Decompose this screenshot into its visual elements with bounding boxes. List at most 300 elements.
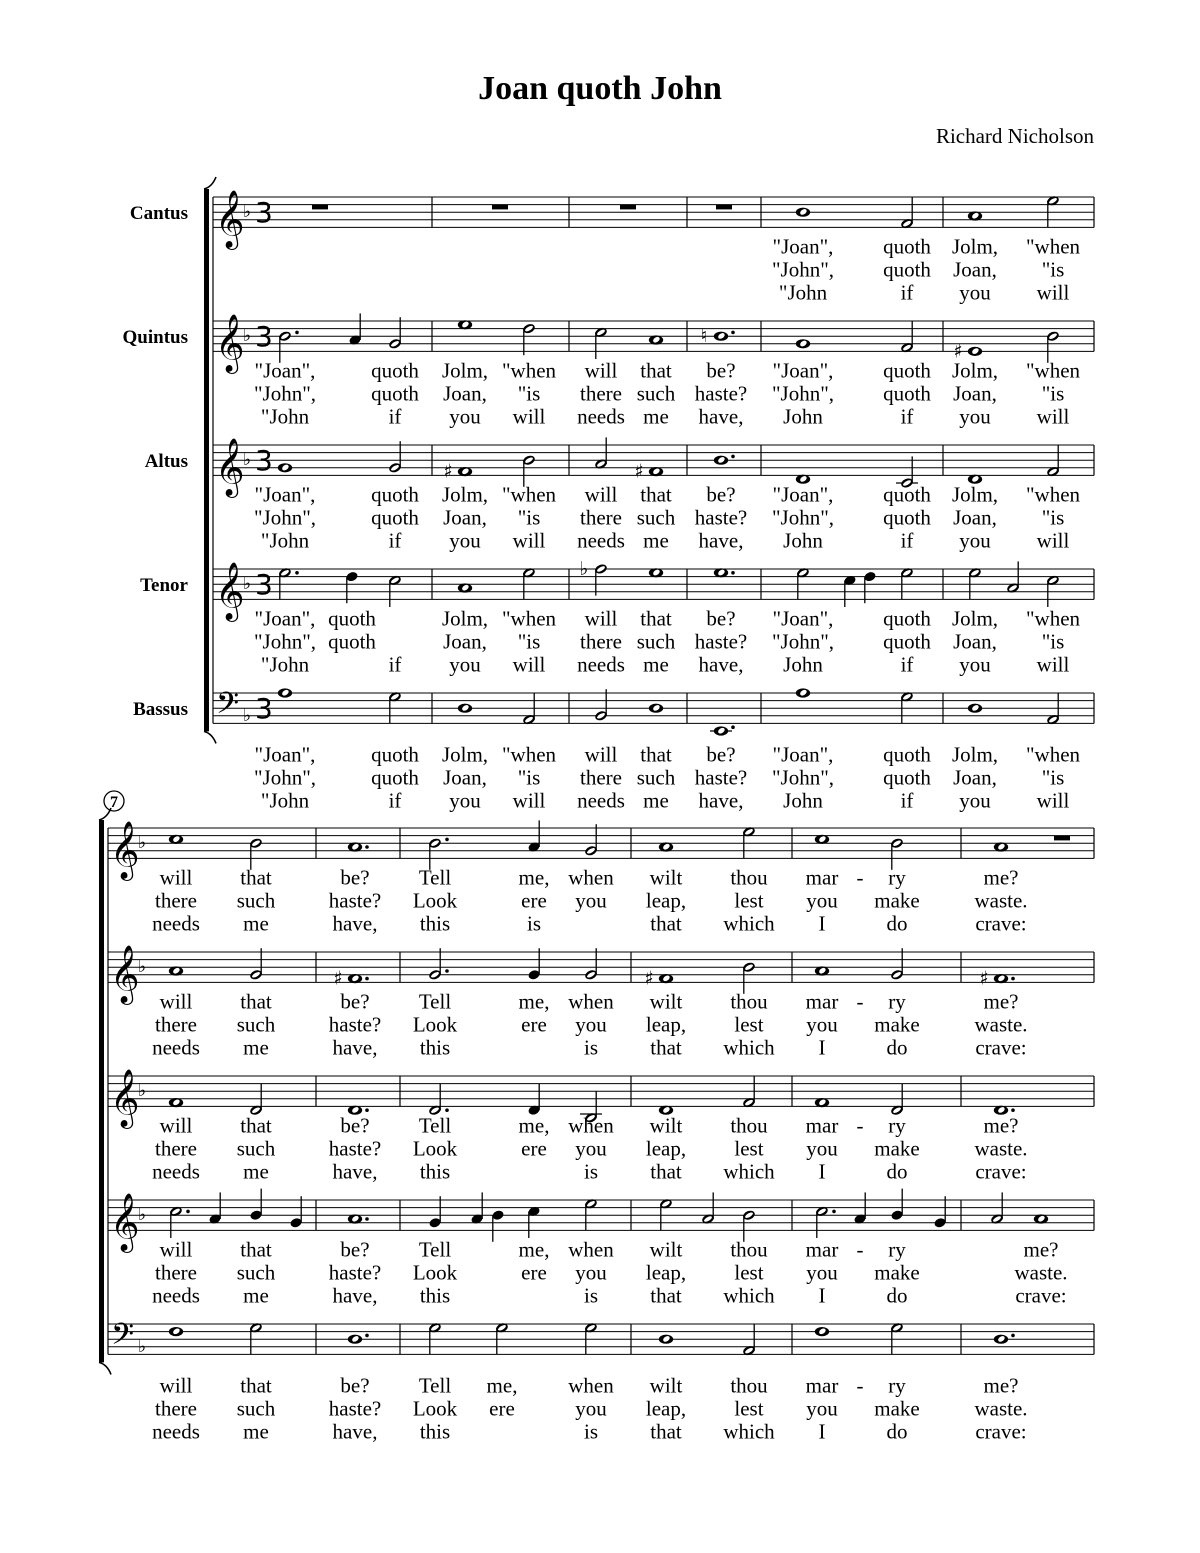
lyric-syllable: - [856,1113,864,1138]
lyric-syllable: leap, [645,1260,687,1285]
lyric-syllable: Jolm, [951,358,999,383]
lyric-syllable: ry [888,989,906,1014]
lyric-syllable: you [806,1012,838,1037]
staff-tenor [140,558,1094,676]
lyric-syllable: is [583,1419,599,1444]
lyric-syllable: is [526,911,542,936]
lyric-syllable: me [243,1035,269,1060]
lyric-syllable: me, [518,1113,550,1138]
lyric-syllable: Joan, [443,505,487,530]
lyric-syllable: "John [260,788,310,813]
lyric-syllable: Joan, [443,765,487,790]
lyric-syllable: you [575,1136,607,1161]
lyric-syllable: quoth [883,742,931,767]
lyric-syllable: me [643,404,669,429]
lyric-syllable: needs [577,404,625,429]
lyric-syllable: I [818,1159,826,1184]
sharp-icon: ♯ [644,967,654,990]
lyric-syllable: haste? [328,888,382,913]
key-signature-flat-icon: ♭ [243,326,252,347]
lyric-syllable: ere [521,1136,547,1161]
lyric-syllable: there [155,1012,197,1037]
lyric-syllable: quoth [371,381,419,406]
lyric-syllable: that [240,1113,272,1138]
natural-icon: ♮ [700,325,708,348]
lyric-syllable: that [640,482,672,507]
lyric-syllable: there [580,381,622,406]
lyric-syllable: lest [734,888,764,913]
lyric-syllable: me? [1023,1237,1059,1262]
lyric-syllable: Tell [418,865,452,890]
lyric-syllable: - [856,989,864,1014]
lyric-syllable: make [874,1260,920,1285]
lyric-syllable: ere [489,1396,515,1421]
lyric-syllable: John [783,404,823,429]
lyric-syllable: will [159,1373,193,1398]
lyric-syllable: you [449,404,481,429]
lyric-syllable: Look [412,888,458,913]
lyric-syllable: such [236,1136,276,1161]
lyric-syllable: crave: [975,1035,1027,1060]
lyric-syllable: ry [888,1113,906,1138]
lyric-syllable: haste? [694,765,748,790]
lyric-syllable: lest [734,1012,764,1037]
lyric-syllable: you [806,1396,838,1421]
lyric-syllable: this [419,1419,451,1444]
lyric-syllable: there [155,1396,197,1421]
lyric-syllable: waste. [974,1136,1028,1161]
lyric-syllable: I [818,1283,826,1308]
lyric-syllable: have, [332,911,378,936]
lyric-syllable: be? [706,606,736,631]
key-signature-flat-icon: ♭ [138,1081,147,1102]
lyric-syllable: that [640,606,672,631]
lyric-syllable: Look [412,1012,458,1037]
lyric-syllable: Jolm, [951,234,999,259]
lyric-syllable: quoth [328,606,376,631]
lyric-syllable: wilt [649,1113,683,1138]
lyric-syllable: quoth [328,629,376,654]
page-title: Joan quoth John [478,70,722,107]
time-signature: 3 [255,195,273,229]
lyric-syllable: which [723,1419,775,1444]
whole-rest-icon [492,205,508,210]
lyric-syllable: will [512,404,546,429]
lyric-syllable: "John [260,528,310,553]
treble-clef-icon: 𝄞 [215,189,245,248]
lyric-syllable: make [874,1136,920,1161]
augmentation-dot [832,1210,836,1214]
lyric-syllable: you [959,528,991,553]
lyric-syllable: needs [152,911,200,936]
lyric-syllable: is [583,1283,599,1308]
lyric-syllable: haste? [328,1136,382,1161]
lyric-syllable: do [886,1283,908,1308]
lyric-syllable: when [568,1113,614,1138]
treble-clef-icon: 𝄞 [110,1192,140,1251]
lyric-syllable: - [856,865,864,890]
lyric-syllable: that [650,911,682,936]
lyric-syllable: Jolm, [951,742,999,767]
lyric-syllable: Tell [418,1113,452,1138]
lyric-syllable: if [388,788,402,813]
lyric-syllable: you [959,404,991,429]
lyric-syllable: quoth [371,765,419,790]
lyric-syllable: leap, [645,1136,687,1161]
augmentation-dot [295,571,299,575]
lyric-syllable: wilt [649,1373,683,1398]
lyric-syllable: "Joan", [254,358,316,383]
bass-clef-icon: 𝄢 [111,1317,135,1359]
lyric-syllable: "John [778,280,828,305]
lyric-syllable: mar [805,1113,839,1138]
lyric-syllable: have, [698,404,744,429]
treble-clef-icon: 𝄞 [215,313,245,372]
lyric-syllable: me [643,788,669,813]
whole-rest-icon [716,205,732,210]
lyric-syllable: if [900,280,914,305]
staff-cantus [130,189,1094,304]
lyric-syllable: - [856,1373,864,1398]
lyric-syllable: this [419,1035,451,1060]
lyric-syllable: you [449,652,481,677]
lyric-syllable: needs [152,1283,200,1308]
lyric-syllable: thou [730,989,768,1014]
lyric-syllable: thou [730,1237,768,1262]
lyric-syllable: me, [486,1373,518,1398]
lyric-syllable: do [886,911,908,936]
lyric-syllable: "Joan", [772,482,834,507]
lyric-syllable: - [856,1237,864,1262]
lyric-syllable: ere [521,888,547,913]
lyric-syllable: "John", [771,505,835,530]
lyric-syllable: Jolm, [441,358,489,383]
lyric-syllable: "John [260,404,310,429]
lyric-syllable: Look [412,1396,458,1421]
lyric-syllable: "is [517,765,541,790]
sharp-icon: ♯ [979,967,989,990]
bracket-hook-bottom [99,1362,111,1374]
lyric-syllable: "when [1025,358,1081,383]
augmentation-dot [365,1217,369,1221]
treble-clef-icon: 𝄞 [215,437,245,496]
lyric-syllable: John [783,652,823,677]
key-signature-flat-icon: ♭ [138,1336,147,1357]
lyric-syllable: be? [340,1237,370,1262]
system-bracket [204,189,209,731]
lyric-syllable: will [512,528,546,553]
lyric-syllable: "Joan", [772,742,834,767]
lyric-syllable: needs [152,1035,200,1060]
lyric-syllable: have, [698,652,744,677]
sharp-icon: ♯ [333,967,343,990]
time-signature: 3 [255,567,273,601]
lyric-syllable: will [1036,652,1070,677]
lyric-syllable: make [874,888,920,913]
augmentation-dot [1011,1334,1015,1338]
staff-voice-1 [108,820,1094,935]
lyric-syllable: "when [1025,234,1081,259]
staff-voice-5 [108,1318,1094,1444]
lyric-syllable: such [636,629,676,654]
lyric-syllable: Tell [418,989,452,1014]
lyric-syllable: John [783,528,823,553]
lyric-syllable: me, [518,1237,550,1262]
lyric-syllable: have, [332,1419,378,1444]
lyric-syllable: which [723,911,775,936]
lyric-syllable: needs [152,1159,200,1184]
lyric-syllable: such [636,381,676,406]
lyric-syllable: waste. [1014,1260,1068,1285]
lyric-syllable: such [636,505,676,530]
augmentation-dot [365,845,369,849]
lyric-syllable: Tell [418,1237,452,1262]
lyric-syllable: you [575,888,607,913]
lyric-syllable: lest [734,1136,764,1161]
lyric-syllable: that [240,1237,272,1262]
lyric-syllable: crave: [975,1159,1027,1184]
lyric-syllable: "is [517,505,541,530]
lyric-syllable: ry [888,1373,906,1398]
lyric-syllable: there [580,629,622,654]
lyric-syllable: there [155,1136,197,1161]
augmentation-dot [365,1334,369,1338]
lyric-syllable: mar [805,865,839,890]
lyric-syllable: crave: [975,911,1027,936]
augmentation-dot [731,331,735,335]
lyric-syllable: there [580,765,622,790]
lyric-syllable: I [818,911,826,936]
lyric-syllable: thou [730,1113,768,1138]
lyric-syllable: be? [706,742,736,767]
lyric-syllable: needs [152,1419,200,1444]
lyric-syllable: do [886,1035,908,1060]
lyric-syllable: needs [577,652,625,677]
lyric-syllable: "John", [253,629,317,654]
lyric-syllable: such [236,1260,276,1285]
lyric-syllable: quoth [883,257,931,282]
lyric-syllable: will [512,788,546,813]
lyric-syllable: haste? [694,505,748,530]
lyric-syllable: be? [340,865,370,890]
lyric-syllable: will [584,606,618,631]
lyric-syllable: Jolm, [951,482,999,507]
augmentation-dot [365,977,369,981]
lyric-syllable: there [580,505,622,530]
lyric-syllable: that [240,1373,272,1398]
lyric-syllable: if [388,652,402,677]
lyric-syllable: Look [412,1260,458,1285]
lyric-syllable: such [636,765,676,790]
lyric-syllable: that [650,1419,682,1444]
lyric-syllable: Joan, [443,381,487,406]
lyric-syllable: that [240,865,272,890]
lyric-syllable: "Joan", [254,742,316,767]
lyric-syllable: Jolm, [441,742,489,767]
lyric-syllable: wilt [649,989,683,1014]
lyric-syllable: if [900,652,914,677]
lyric-syllable: mar [805,989,839,1014]
lyric-syllable: if [900,528,914,553]
lyric-syllable: me [243,911,269,936]
lyric-syllable: haste? [328,1260,382,1285]
lyric-syllable: Tell [418,1373,452,1398]
time-signature: 3 [255,691,273,725]
lyric-syllable: when [568,1237,614,1262]
lyric-syllable: be? [340,1373,370,1398]
lyric-syllable: Joan, [953,765,997,790]
lyric-syllable: that [640,742,672,767]
lyric-syllable: "when [1025,482,1081,507]
lyric-syllable: Jolm, [441,606,489,631]
augmentation-dot [186,1210,190,1214]
lyric-syllable: do [886,1419,908,1444]
lyric-syllable: quoth [883,482,931,507]
lyric-syllable: "Joan", [772,234,834,259]
lyric-syllable: have, [332,1283,378,1308]
lyric-syllable: leap, [645,1396,687,1421]
lyric-syllable: that [240,989,272,1014]
lyric-syllable: will [584,482,618,507]
time-signature: 3 [255,443,273,477]
lyric-syllable: such [236,1012,276,1037]
augmentation-dot [445,838,449,842]
time-signature: 3 [255,319,273,353]
lyric-syllable: "John", [771,257,835,282]
lyric-syllable: "is [517,381,541,406]
lyric-syllable: quoth [883,505,931,530]
lyric-syllable: "John [260,652,310,677]
lyric-syllable: haste? [694,381,748,406]
lyric-syllable: will [159,1113,193,1138]
key-signature-flat-icon: ♭ [243,574,252,595]
system-bracket [99,820,104,1362]
lyric-syllable: "Joan", [254,606,316,631]
key-signature-flat-icon: ♭ [243,705,252,726]
lyric-syllable: Jolm, [441,482,489,507]
lyric-syllable: Joan, [443,629,487,654]
part-name-quintus: Quintus [122,327,188,349]
lyric-syllable: "when [1025,606,1081,631]
staff-altus [145,437,1094,552]
lyric-syllable: "when [501,606,557,631]
lyric-syllable: lest [734,1396,764,1421]
lyric-syllable: needs [577,528,625,553]
augmentation-dot [731,725,735,729]
key-signature-flat-icon: ♭ [138,833,147,854]
lyric-syllable: you [449,788,481,813]
augmentation-dot [731,571,735,575]
bracket-hook-bottom [204,731,216,743]
lyric-syllable: "when [1025,742,1081,767]
lyric-syllable: "when [501,358,557,383]
lyric-syllable: have, [332,1159,378,1184]
lyric-syllable: this [419,1283,451,1308]
lyric-syllable: you [959,788,991,813]
lyric-syllable: will [159,989,193,1014]
lyric-syllable: "is [1041,765,1065,790]
lyric-syllable: will [1036,404,1070,429]
lyric-syllable: if [900,788,914,813]
key-signature-flat-icon: ♭ [138,1205,147,1226]
lyric-syllable: mar [805,1237,839,1262]
lyric-syllable: me [643,652,669,677]
lyric-syllable: quoth [371,742,419,767]
sharp-icon: ♯ [953,340,963,363]
lyric-syllable: "Joan", [772,606,834,631]
bracket-hook-top [204,177,216,189]
lyric-syllable: "is [517,629,541,654]
lyric-syllable: me [243,1159,269,1184]
lyric-syllable: me? [983,1373,1019,1398]
lyric-syllable: that [650,1159,682,1184]
lyric-syllable: "when [501,742,557,767]
lyric-syllable: "John", [253,381,317,406]
lyric-syllable: will [1036,528,1070,553]
lyric-syllable: Joan, [953,381,997,406]
lyric-syllable: haste? [328,1012,382,1037]
lyric-syllable: leap, [645,888,687,913]
part-name-bassus: Bassus [133,699,188,721]
lyric-syllable: you [575,1260,607,1285]
lyric-syllable: be? [706,482,736,507]
lyric-syllable: crave: [1015,1283,1067,1308]
lyric-syllable: "John", [771,629,835,654]
lyric-syllable: quoth [371,505,419,530]
lyric-syllable: quoth [371,482,419,507]
augmentation-dot [295,331,299,335]
lyric-syllable: if [388,528,402,553]
lyric-syllable: Joan, [953,505,997,530]
lyric-syllable: thou [730,1373,768,1398]
lyric-syllable: waste. [974,888,1028,913]
lyric-syllable: ry [888,865,906,890]
lyric-syllable: lest [734,1260,764,1285]
lyric-syllable: thou [730,865,768,890]
lyric-syllable: you [575,1012,607,1037]
lyric-syllable: quoth [883,606,931,631]
lyric-syllable: when [568,989,614,1014]
lyric-syllable: Jolm, [951,606,999,631]
augmentation-dot [731,455,735,459]
lyric-syllable: which [723,1283,775,1308]
lyric-syllable: ry [888,1237,906,1262]
lyric-syllable: quoth [883,765,931,790]
lyric-syllable: if [900,404,914,429]
lyric-syllable: is [583,1159,599,1184]
lyric-syllable: Joan, [953,629,997,654]
lyric-syllable: haste? [328,1396,382,1421]
composer-name: Richard Nicholson [935,124,1094,148]
lyric-syllable: quoth [883,358,931,383]
lyric-syllable: this [419,1159,451,1184]
measure-number: 7 [110,794,118,811]
lyric-syllable: that [640,358,672,383]
lyric-syllable: leap, [645,1012,687,1037]
lyric-syllable: John [783,788,823,813]
whole-rest-icon [312,205,328,210]
part-name-tenor: Tenor [140,575,188,597]
lyric-syllable: me, [518,865,550,890]
key-signature-flat-icon: ♭ [243,202,252,223]
flat-icon: ♭ [579,558,589,580]
lyric-syllable: "John", [253,765,317,790]
lyric-syllable: "is [1041,629,1065,654]
lyric-syllable: me [243,1283,269,1308]
lyric-syllable: there [155,1260,197,1285]
lyric-syllable: will [512,652,546,677]
lyric-syllable: be? [706,358,736,383]
